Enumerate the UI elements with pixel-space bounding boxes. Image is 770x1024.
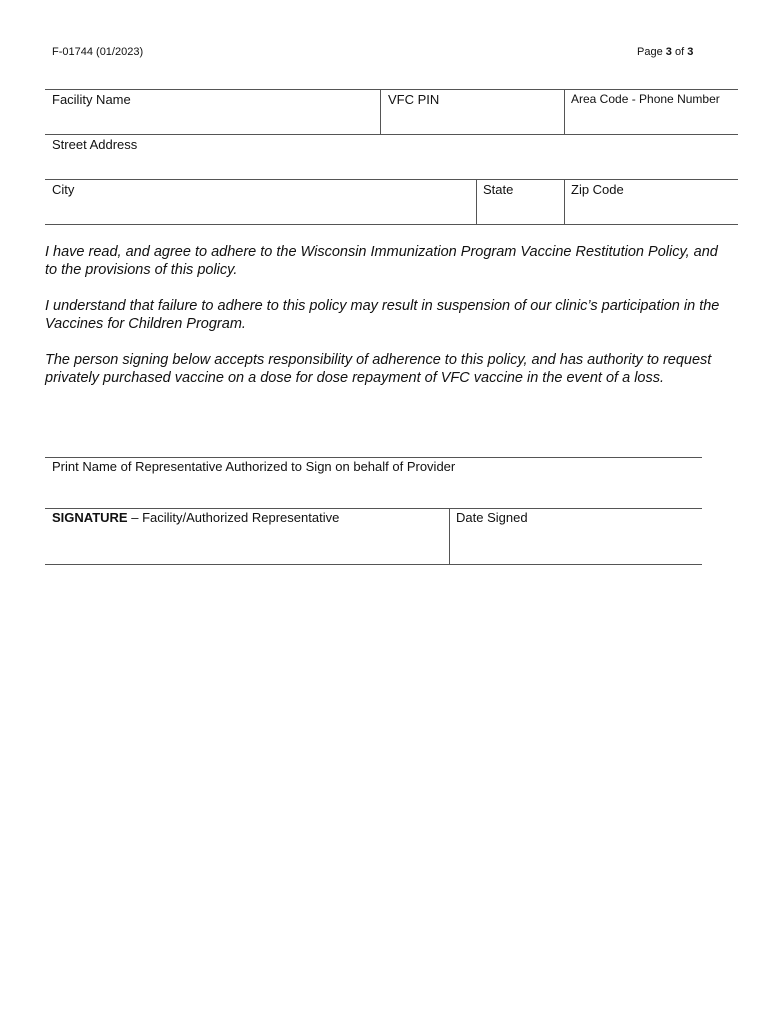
date-signed-label: Date Signed bbox=[456, 510, 528, 525]
grid-line-row1 bbox=[45, 134, 738, 135]
grid-line-row2 bbox=[45, 179, 738, 180]
phone-label: Area Code - Phone Number bbox=[571, 92, 720, 106]
signature-line-bottom bbox=[45, 564, 702, 565]
page-number bbox=[637, 46, 693, 58]
statement-responsibility: The person signing below accepts responsibility of adherence to this policy, and has authority to request privately purchased vaccine on a dose for dose repayment of VFC vaccine in the event of a loss. bbox=[45, 352, 712, 386]
signature-date-divider bbox=[449, 508, 450, 564]
facility-name-label: Facility Name bbox=[52, 92, 131, 107]
page-prefix: Page bbox=[637, 46, 663, 58]
city-label: City bbox=[52, 182, 75, 197]
grid-line-row3 bbox=[45, 224, 738, 225]
page-current: 3 bbox=[665, 46, 672, 58]
print-name-label: Print Name of Representative Authorized to Sign on behalf of Provider bbox=[52, 459, 456, 474]
signature-label-bold: SIGNATURE bbox=[52, 510, 128, 525]
signature-line-top bbox=[45, 508, 702, 509]
state-label: State bbox=[483, 182, 514, 197]
grid-divider-vfc bbox=[380, 89, 381, 134]
statement-suspension: I understand that failure to adhere to this policy may result in suspension of our clinic’s participation in the Vaccines for Children Program. bbox=[45, 298, 720, 332]
grid-line-top bbox=[45, 89, 738, 90]
grid-divider-state bbox=[476, 179, 477, 224]
print-name-line bbox=[45, 457, 702, 458]
street-address-label: Street Address bbox=[52, 137, 138, 152]
statement-agreement: I have read, and agree to adhere to the Wisconsin Immunization Program Vaccine Restitution Policy, and to the provisions of this policy. bbox=[45, 244, 718, 278]
page-of: of bbox=[674, 46, 685, 58]
page-total: 3 bbox=[687, 46, 694, 58]
zip-label: Zip Code bbox=[571, 182, 624, 197]
signature-label-rest: – Facility/Authorized Representative bbox=[127, 510, 340, 525]
grid-divider-zip bbox=[564, 179, 565, 224]
vfc-pin-label: VFC PIN bbox=[388, 92, 440, 107]
form-id: F-01744 (01/2023) bbox=[52, 46, 144, 58]
grid-divider-phone bbox=[564, 89, 565, 134]
signature-label bbox=[52, 510, 339, 525]
